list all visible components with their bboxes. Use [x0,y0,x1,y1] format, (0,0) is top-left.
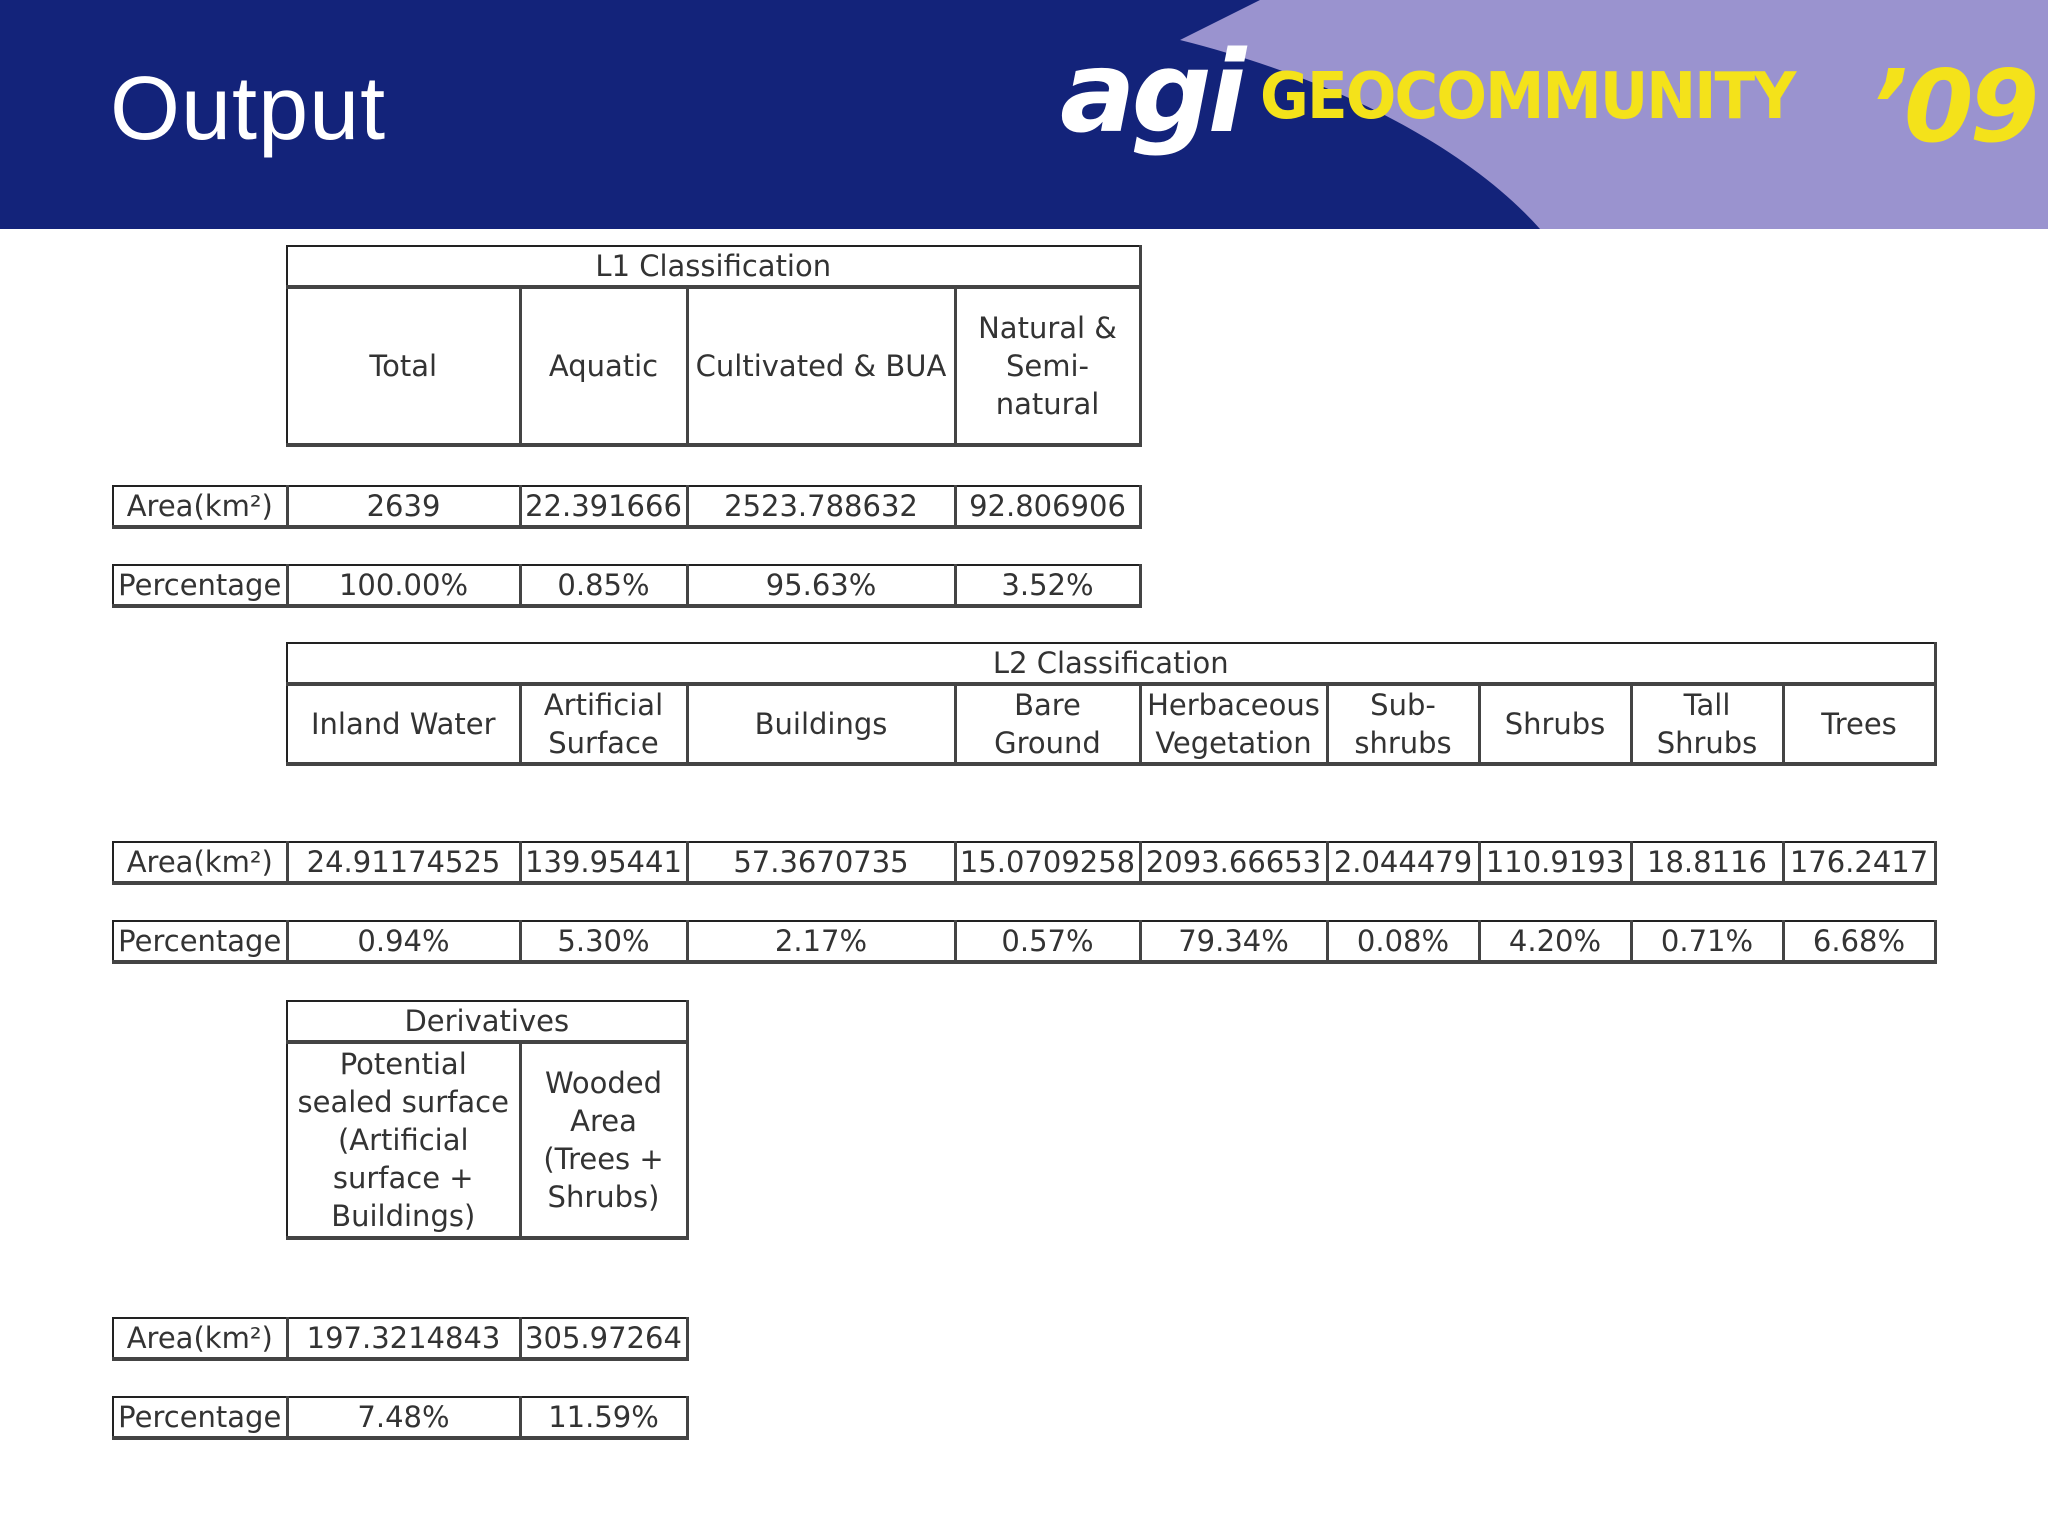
l1-percentage-natural: 3.52% [955,565,1140,606]
l2-classification-header-table [286,642,1937,766]
l1-percentage-row [112,564,1142,608]
l2-col-tall-shrubs: Tall Shrubs [1631,684,1783,764]
l1-area-natural: 92.806906 [955,486,1140,527]
l2-area-label: Area(km²) [113,842,287,883]
l1-col-aquatic: Aquatic [520,287,687,445]
derivatives-percentage-potential-sealed: 7.48% [287,1397,520,1438]
derivatives-percentage-wooded: 11.59% [520,1397,687,1438]
l2-classification-title: L2 Classification [287,643,1935,684]
slide-title: Output [110,59,387,159]
derivatives-header-table [286,1000,689,1240]
agi-geocommunity-logo [1060,28,2036,178]
l2-percentage-herbaceous-vegetation: 79.34% [1140,921,1327,962]
l2-col-herbaceous-vegetation: Herbaceous Vegetation [1140,684,1327,764]
l1-col-cultivated-bua: Cultivated & BUA [687,287,955,445]
l1-percentage-aquatic: 0.85% [520,565,687,606]
l2-area-artificial-surface: 139.95441 [520,842,687,883]
l1-percentage-cultivated-bua: 95.63% [687,565,955,606]
l2-area-tall-shrubs: 18.8116 [1631,842,1783,883]
l2-col-inland-water: Inland Water [287,684,520,764]
derivatives-percentage-label: Percentage [113,1397,287,1438]
l2-col-shrubs: Shrubs [1479,684,1631,764]
derivatives-col-potential-sealed-surface: Potential sealed surface (Artificial surface + Buildings) [287,1042,520,1238]
l2-col-buildings: Buildings [687,684,955,764]
l2-area-sub-shrubs: 2.044479 [1327,842,1479,883]
l2-col-bare-ground: Bare Ground [955,684,1140,764]
l2-area-inland-water: 24.91174525 [287,842,520,883]
l1-area-label: Area(km²) [113,486,287,527]
l2-area-bare-ground: 15.0709258 [955,842,1140,883]
l2-percentage-bare-ground: 0.57% [955,921,1140,962]
l1-area-total: 2639 [287,486,520,527]
l2-area-herbaceous-vegetation: 2093.66653 [1140,842,1327,883]
l1-area-row [112,485,1142,529]
l1-classification-title: L1 Classification [287,246,1140,287]
l1-percentage-label: Percentage [113,565,287,606]
l1-col-natural-semi-natural: Natural & Semi-natural [955,287,1140,445]
slide-header [0,0,2048,229]
l2-area-shrubs: 110.9193 [1479,842,1631,883]
l2-percentage-row [112,920,1937,964]
l2-percentage-trees: 6.68% [1783,921,1935,962]
derivatives-area-potential-sealed: 197.3214843 [287,1318,520,1359]
l2-percentage-shrubs: 4.20% [1479,921,1631,962]
l1-area-aquatic: 22.391666 [520,486,687,527]
l2-col-artificial-surface: Artificial Surface [520,684,687,764]
derivatives-title: Derivatives [287,1001,687,1042]
l1-area-cultivated-bua: 2523.788632 [687,486,955,527]
l1-classification-header-table [286,245,1142,447]
logo-year-text: ’09 [1870,48,2036,165]
l2-percentage-inland-water: 0.94% [287,921,520,962]
derivatives-area-label: Area(km²) [113,1318,287,1359]
logo-geocommunity-text: GEOCOMMUNITY [1260,60,1795,134]
l1-col-total: Total [287,287,520,445]
l1-percentage-total: 100.00% [287,565,520,606]
l2-percentage-sub-shrubs: 0.08% [1327,921,1479,962]
derivatives-percentage-row [112,1396,689,1440]
l2-percentage-artificial-surface: 5.30% [520,921,687,962]
l2-percentage-tall-shrubs: 0.71% [1631,921,1783,962]
l2-area-row [112,841,1937,885]
l2-col-sub-shrubs: Sub-shrubs [1327,684,1479,764]
l2-percentage-label: Percentage [113,921,287,962]
logo-agi-text: agi [1060,28,1243,158]
l2-col-trees: Trees [1783,684,1935,764]
l2-area-buildings: 57.3670735 [687,842,955,883]
derivatives-area-row [112,1317,689,1361]
l2-area-trees: 176.2417 [1783,842,1935,883]
derivatives-col-wooded-area: Wooded Area (Trees + Shrubs) [520,1042,687,1238]
l2-percentage-buildings: 2.17% [687,921,955,962]
derivatives-area-wooded: 305.97264 [520,1318,687,1359]
